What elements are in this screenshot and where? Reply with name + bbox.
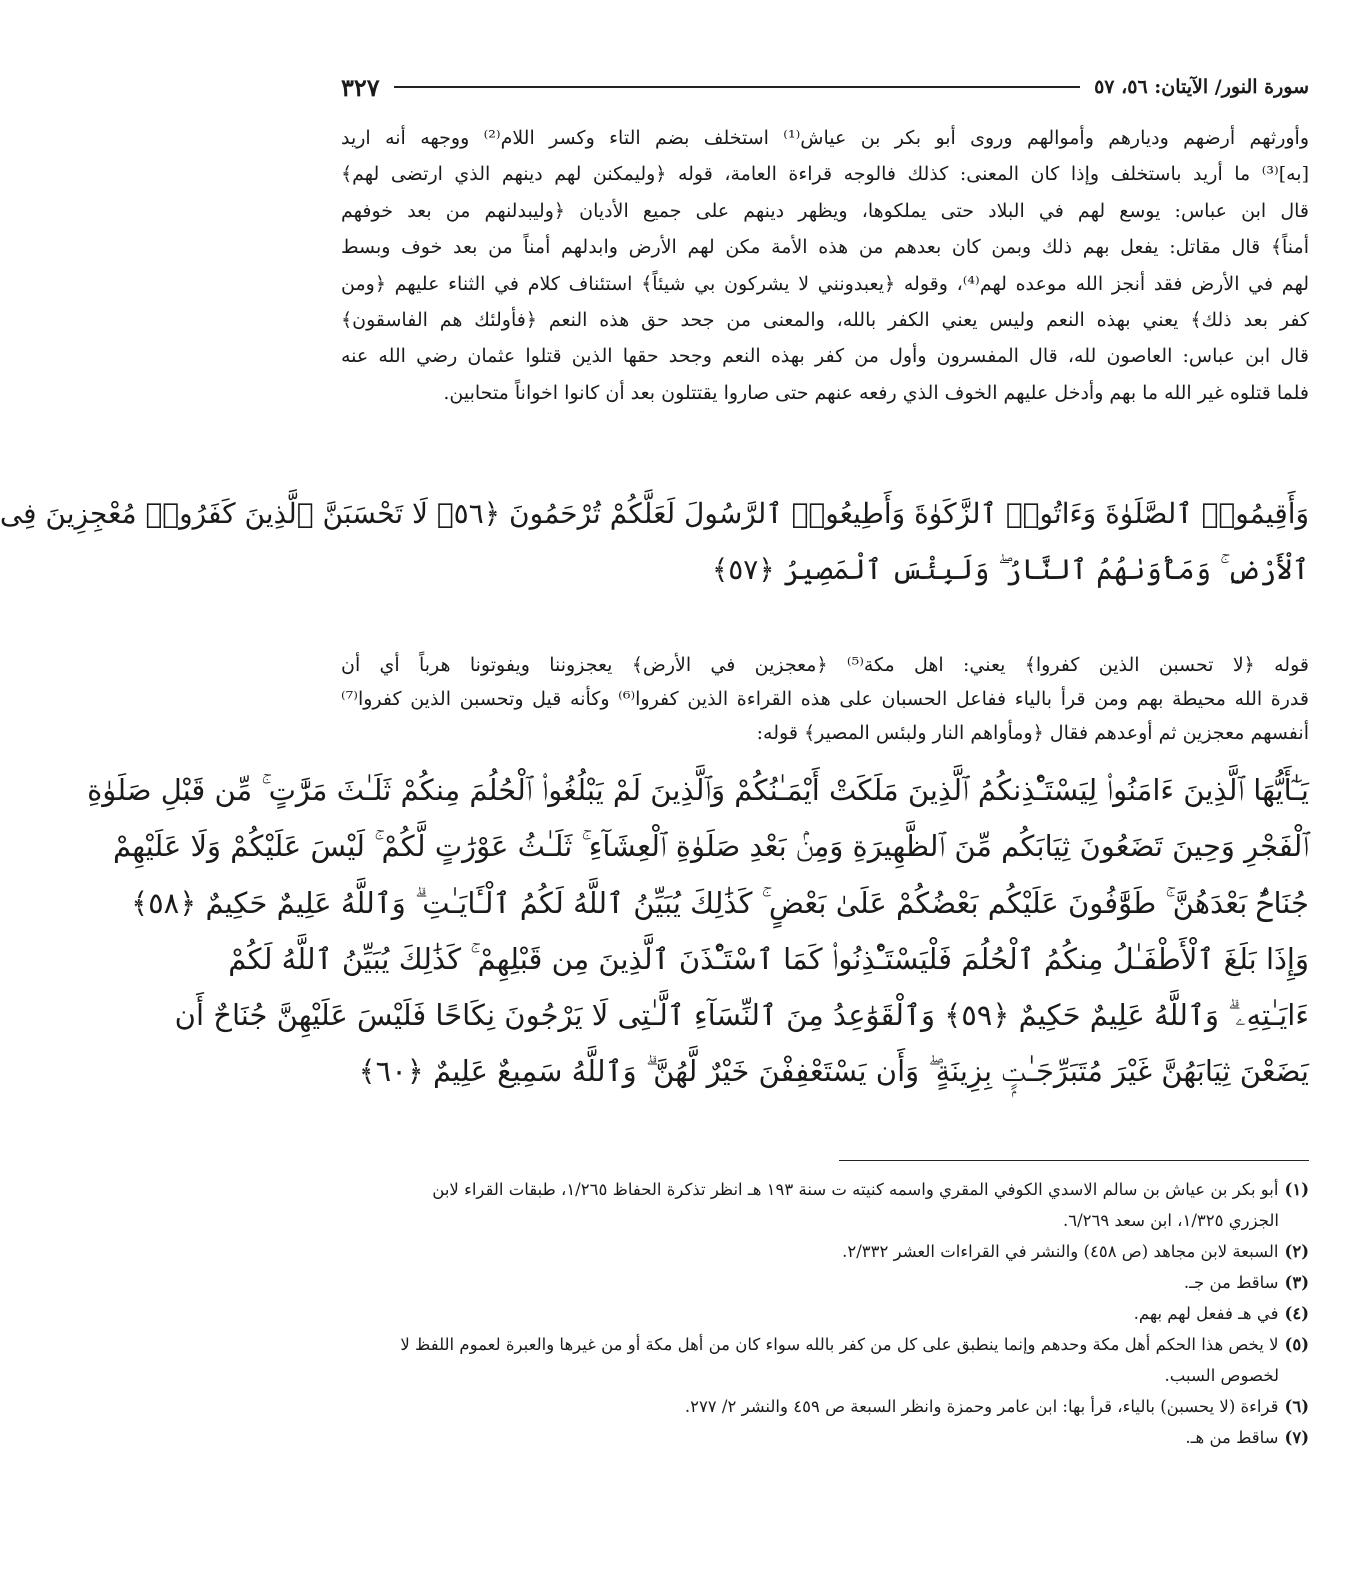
commentary-block: [341, 120, 1309, 411]
header-rule: [394, 86, 1080, 88]
footnote-number: (٢): [1284, 1242, 1309, 1261]
commentary-line: قدرة الله محيطة بهم ومن قرأ بالياء ففاعل الحسبان على هذه القراءة الذين كفروا⁽⁶⁾ وكأنه قيل وتحسبن الذين كفروا⁽⁷⁾: [341, 688, 1309, 710]
verse-line: يَضَعْنَ ثِيَابَهُنَّ غَيْرَ مُتَبَرِّجَـٰتٍۭ بِزِينَةٍ ۖ وَأَن يَسْتَعْفِفْنَ خَيْرٌ لَّهُنَّ ۗ وَٱللَّهُ سَمِيعٌ عَلِيمٌ ﴿٦٠﴾: [358, 1054, 1309, 1089]
page-number: ٣٢٧: [341, 72, 380, 102]
footnote: [341, 1236, 1309, 1267]
commentary-line: قال ابن عباس: العاصون لله، قال المفسرون وأول من كفر بهذه النعم وجحد حقها الذين قتلوا عثمان رضي الله عنه: [341, 345, 1310, 368]
verse-line: يَـٰٓأَيُّهَا ٱلَّذِينَ ءَامَنُوا۟ لِيَسْتَـْٔذِنكُمُ ٱلَّذِينَ مَلَكَتْ أَيْمَـٰنُكُمْ وَٱلَّذِينَ لَمْ يَبْلُغُوا۟ ٱلْحُلُمَ مِنكُمْ ثَلَـٰثَ مَرَّٰتٍ ۚ مِّن قَبْلِ صَلَوٰةِ: [87, 773, 1309, 807]
footnote-text: السبعة لابن مجاهد (ص ٤٥٨) والنشر في القراءات العشر ٢/٣٣٢.: [842, 1242, 1279, 1261]
footnote: [341, 1267, 1309, 1298]
footnote-text: ساقط من هـ.: [1185, 1428, 1279, 1447]
verse-line: وَإِذَا بَلَغَ ٱلْأَطْفَـٰلُ مِنكُمُ ٱلْحُلُمَ فَلْيَسْتَـْٔذِنُوا۟ كَمَا ٱسْتَـْٔذَنَ ٱلَّذِينَ مِن قَبْلِهِمْ ۚ كَذَٰلِكَ يُبَيِّنُ ٱللَّهُ لَكُمْ: [228, 941, 1309, 976]
footnote-text: لا يخص هذا الحكم أهل مكة وحدهم وإنما ينطبق على كل من كفر بالله سواء كان من أهل مكة أو من غيرها والعبرة لعموم اللفظ لا: [400, 1335, 1279, 1354]
verse-line: ٱلْأَرْضِ ۚ وَمَأْوَىٰهُمُ ٱلنَّارُ ۖ وَلَبِئْسَ ٱلْمَصِيرُ ﴿٥٧﴾: [711, 553, 1309, 586]
footnote-text: ساقط من جـ.: [1183, 1273, 1279, 1292]
running-head: [341, 70, 1309, 104]
commentary-line: قال ابن عباس: يوسع لهم في البلاد حتى يملكوها، ويظهر دينهم على جميع الأديان ﴿وليبدلنهم من بعد خوفهم: [341, 199, 1309, 222]
footnote-number: (٧): [1284, 1428, 1309, 1447]
footnote-text: قراءة (لا يحسبن) بالياء، قرأ بها: ابن عامر وحمزة وانظر السبعة ص ٤٥٩ والنشر ٢/ ٢٧٧.: [684, 1397, 1279, 1416]
commentary-line: أنفسهم معجزين ثم أوعدهم فقال ﴿ومأواهم النار ولبئس المصير﴾ قوله:: [756, 722, 1309, 744]
footnote-number: (١): [1284, 1180, 1309, 1199]
surah-title: سورة النور/ الآيتان: ٥٦، ٥٧: [1094, 76, 1309, 98]
footnote-number: (٦): [1284, 1397, 1309, 1416]
footnote: [341, 1391, 1309, 1422]
commentary-line: لهم في الأرض فقد أنجز الله موعده لهم⁽⁴⁾، وقوله ﴿يعبدونني لا يشركون بي شيئاً﴾ استئناف كلام في الثناء عليهم ﴿ومن: [341, 272, 1310, 295]
footnote-number: (٥): [1284, 1335, 1309, 1354]
quran-verses-56-57: [0, 486, 1309, 598]
footnote-text: أبو بكر بن عياش بن سالم الاسدي الكوفي المقري واسمه كنيته ت سنة ١٩٣ هـ انظر تذكرة الحفاظ ١/٢٦٥، طبقات القراء لابن: [432, 1180, 1279, 1199]
commentary-line: وأورثهم أرضهم وديارهم وأموالهم وروى أبو بكر بن عياش⁽¹⁾ استخلف بضم التاء وكسر اللام⁽²⁾ ووجهه أنه اريد: [341, 127, 1309, 149]
footnote-separator: [839, 1160, 1309, 1161]
verse-line: وَأَقِيمُوا۟ ٱلصَّلَوٰةَ وَءَاتُوا۟ ٱلزَّكَوٰةَ وَأَطِيعُوا۟ ٱلرَّسُولَ لَعَلَّكُمْ تُرْحَمُونَ ﴿٥٦﴾ لَا تَحْسَبَنَّ ٱلَّذِينَ كَفَرُوا۟ مُعْجِزِينَ فِى: [0, 497, 1309, 530]
footnote-text: في هـ ففعل لهم بهم.: [1133, 1304, 1279, 1323]
commentary-line: كفر بعد ذلك﴾ يعني بهذه النعم وليس يعني الكفر بالله، والمعنى من جحد حق هذه النعم ﴿فأولئك هم الفاسقون﴾: [341, 308, 1309, 331]
commentary-line: فلما قتلوه غير الله ما بهم وأدخل عليهم الخوف الذي رفعه عنهم حتى صاروا يقتتلون بعد أن كانوا اخواناً متحابين.: [443, 381, 1309, 404]
footnote-text: لخصوص السبب.: [1164, 1366, 1279, 1385]
verse-line: جُنَاحٌۢ بَعْدَهُنَّ ۚ طَوَّٰفُونَ عَلَيْكُم بَعْضُكُمْ عَلَىٰ بَعْضٍ ۚ كَذَٰلِكَ يُبَيِّنُ ٱللَّهُ لَكُمُ ٱلْـَٔايَـٰتِ ۗ وَٱللَّهُ عَلِيمٌ حَكِيمٌ ﴿٥٨﴾: [131, 885, 1309, 920]
footnote-number: (٣): [1284, 1273, 1309, 1292]
quran-verses-58-60: [87, 762, 1309, 1100]
commentary-block-2: [341, 648, 1309, 750]
footnotes: [341, 1174, 1309, 1453]
verse-line: ٱلْفَجْرِ وَحِينَ تَضَعُونَ ثِيَابَكُم مِّنَ ٱلظَّهِيرَةِ وَمِنۢ بَعْدِ صَلَوٰةِ ٱلْعِشَآءِ ۚ ثَلَـٰثُ عَوْرَٰتٍ لَّكُمْ ۚ لَيْسَ عَلَيْكُمْ وَلَا عَلَيْهِمْ: [112, 829, 1309, 864]
footnote-text: الجزري ١/٣٢٥، ابن سعد ٦/٢٦٩.: [1062, 1211, 1279, 1230]
footnote: [341, 1329, 1309, 1391]
footnote: [341, 1174, 1309, 1236]
footnote-number: (٤): [1284, 1304, 1309, 1323]
commentary-line: أمناً﴾ قال مقاتل: يفعل بهم ذلك وبمن كان بعدهم من هذه الأمة مكن لهم الأرض وابدلهم أمناً من بعد خوف وبسط: [341, 236, 1309, 259]
commentary-line: [به]⁽³⁾ ما أريد باستخلف وإذا كان المعنى: كذلك فالوجه قراءة العامة، قوله ﴿وليمكنن لهم دينهم الذي ارتضى لهم﴾: [341, 163, 1309, 186]
verse-line: ءَايَـٰتِهِۦ ۗ وَٱللَّهُ عَلِيمٌ حَكِيمٌ ﴿٥٩﴾ وَٱلْقَوَٰعِدُ مِنَ ٱلنِّسَآءِ ٱلَّـٰتِى لَا يَرْجُونَ نِكَاحًا فَلَيْسَ عَلَيْهِنَّ جُنَاحٌ أَن: [174, 998, 1309, 1033]
footnote: [341, 1422, 1309, 1453]
commentary-line: قوله ﴿لا تحسبن الذين كفروا﴾ يعني: اهل مكة⁽⁵⁾ ﴿معجزين في الأرض﴾ يعجزوننا ويفوتونا هرباً أي أن: [341, 654, 1309, 676]
footnote: [341, 1298, 1309, 1329]
